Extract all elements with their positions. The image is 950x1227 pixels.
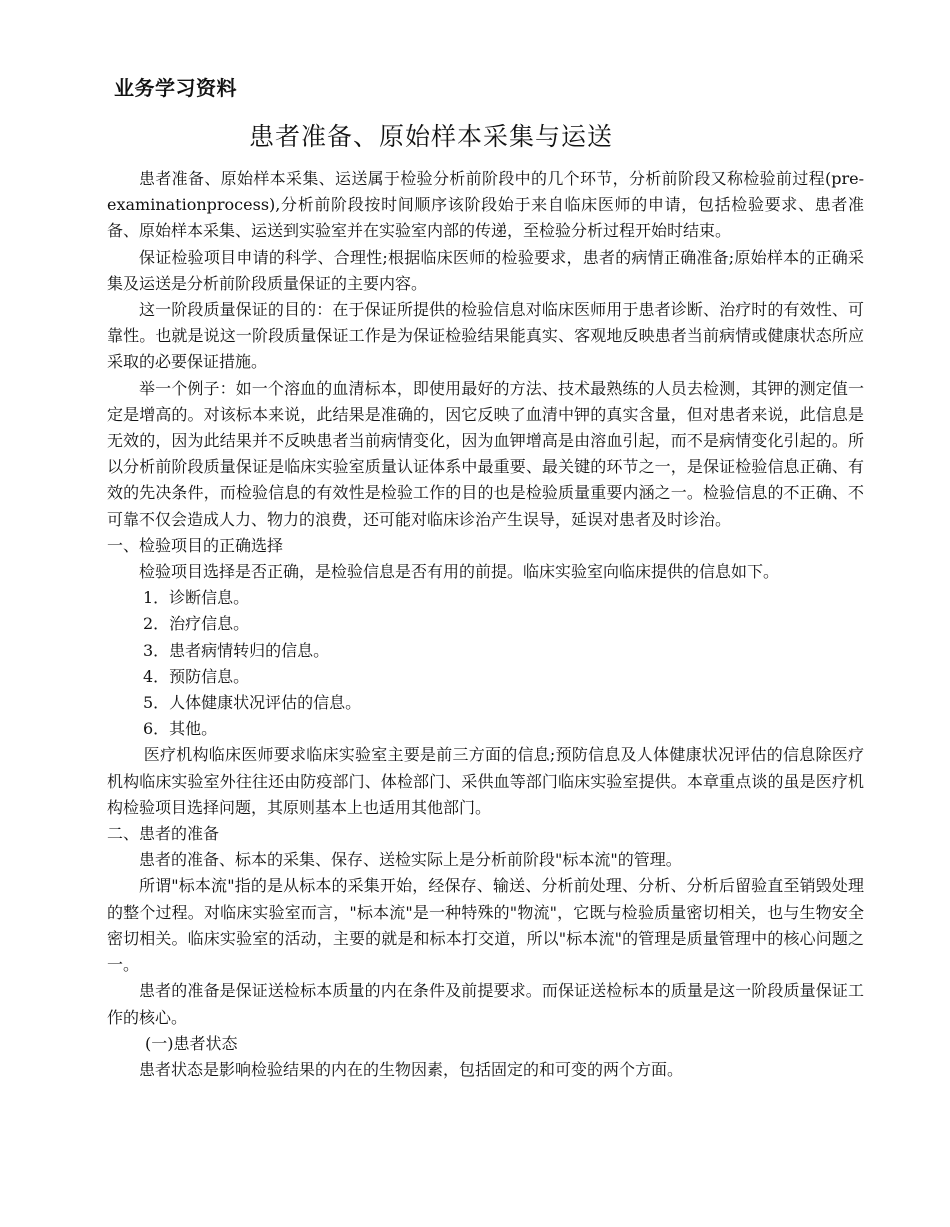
list-item: 6．其他。: [143, 719, 218, 739]
header-label: 业务学习资料: [114, 76, 237, 100]
section-1-heading: 一、检验项目的正确选择: [107, 535, 284, 555]
list-item: 5．人体健康状况评估的信息。: [143, 693, 362, 713]
section-2-subheading: (一)患者状态: [145, 1033, 238, 1053]
list-item: 3．患者病情转归的信息。: [143, 640, 330, 660]
section-2-paragraph-2: 所谓"标本流"指的是从标本的采集开始，经保存、输送、分析前处理、分析、分析后留验直至销毁处理的整个过程。对临床实验室而言，"标本流"是一种特殊的"物流"，它既与检验质量密切相关，也与生物安全密切相关。临床实验室的活动，主要的就是和标本打交道，所以"标本流"的管理是质量管理中的核心问题之一。: [107, 876, 864, 975]
intro-paragraph-2: 保证检验项目申请的科学、合理性;根据临床医师的检验要求，患者的病情正确准备;原始样本的正确采集及运送是分析前阶段质量保证的主要内容。: [107, 247, 864, 293]
section-2-paragraph-1: 患者的准备、标本的采集、保存、送检实际上是分析前阶段"标本流"的管理。: [139, 850, 682, 870]
section-2-heading: 二、患者的准备: [107, 824, 220, 844]
section-2-paragraph-3: 患者的准备是保证送检标本质量的内在条件及前提要求。而保证送检标本的质量是这一阶段质量保证工作的核心。: [107, 981, 864, 1027]
section-1-note: 医疗机构临床医师要求临床实验室主要是前三方面的信息;预防信息及人体健康状况评估的信息除医疗机构临床实验室外往往还由防疫部门、体检部门、采供血等部门临床实验室提供。本章重点谈的虽是医疗机构检验项目选择问题，其原则基本上也适用其他部门。: [107, 745, 864, 817]
document-title: 患者准备、原始样本采集与运送: [248, 122, 613, 151]
intro-paragraph-1: 患者准备、原始样本采集、运送属于检验分析前阶段中的几个环节，分析前阶段又称检验前过程(pre-examinationprocess),分析前阶段按时间顺序该阶段始于来自临床医师的申请，包括检验要求、患者准备、原始样本采集、运送到实验室并在实验室内部的传递，至检验分析过程开始时结束。: [107, 169, 864, 241]
list-item: 2．治疗信息。: [143, 614, 250, 634]
section-1-paragraph: 检验项目选择是否正确，是检验信息是否有用的前提。临床实验室向临床提供的信息如下。: [139, 562, 780, 582]
section-2-sub-paragraph: 患者状态是影响检验结果的内在的生物因素，包括固定的和可变的两个方面。: [139, 1059, 684, 1079]
intro-paragraph-3: 这一阶段质量保证的目的：在于保证所提供的检验信息对临床医师用于患者诊断、治疗时的有效性、可靠性。也就是说这一阶段质量保证工作是为保证检验结果能真实、客观地反映患者当前病情或健康状态所应采取的必要保证措施。: [107, 300, 864, 372]
list-item: 4．预防信息。: [143, 666, 250, 686]
intro-paragraph-4: 举一个例子：如一个溶血的血清标本，即使用最好的方法、技术最熟练的人员去检测，其钾的测定值一定是增高的。对该标本来说，此结果是准确的，因它反映了血清中钾的真实含量，但对患者来说，此信息是无效的，因为此结果并不反映患者当前病情变化，因为血钾增高是由溶血引起，而不是病情变化引起的。所以分析前阶段质量保证是临床实验室质量认证体系中最重要、最关键的环节之一，是保证检验信息正确、有效的先决条件，而检验信息的有效性是检验工作的目的也是检验质量重要内涵之一。检验信息的不正确、不可靠不仅会造成人力、物力的浪费，还可能对临床诊治产生误导，延误对患者及时诊治。: [107, 378, 864, 529]
document-body: [107, 166, 864, 1083]
list-item: 1．诊断信息。: [143, 588, 250, 608]
